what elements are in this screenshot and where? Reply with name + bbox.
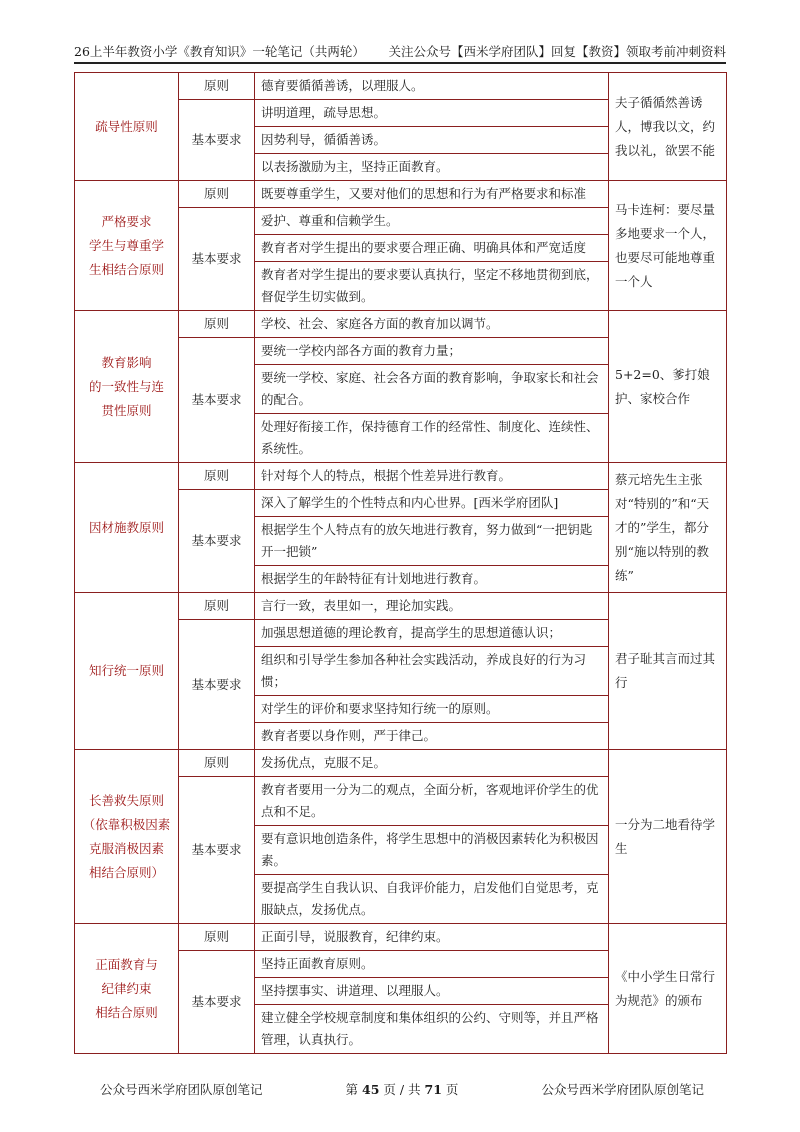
principle-row: [75, 73, 727, 100]
requirement-item: 因势利导，循循善诱。: [255, 127, 609, 154]
basic-requirement-label: 基本要求: [179, 208, 255, 311]
principle-label: 原则: [179, 750, 255, 777]
example-note: 马卡连柯：要尽量多地要求一个人，也要尽可能地尊重一个人: [609, 181, 727, 311]
footer-left: 公众号西米学府团队原创笔记: [100, 1082, 263, 1097]
requirement-item: 以表扬激励为主，坚持正面教育。: [255, 154, 609, 181]
requirement-item: 坚持正面教育原则。: [255, 951, 609, 978]
page-header: [74, 38, 726, 60]
principle-content: 学校、社会、家庭各方面的教育加以调节。: [255, 311, 609, 338]
footer-right: 公众号西米学府团队原创笔记: [541, 1082, 704, 1097]
requirement-item: 教育者要以身作则，严于律己。: [255, 723, 609, 750]
requirement-item: 处理好衔接工作，保持德育工作的经常性、制度化、连续性、系统性。: [255, 414, 609, 463]
requirement-item: 要提高学生自我认识、自我评价能力，启发他们自觉思考，克服缺点，发扬优点。: [255, 875, 609, 924]
principle-name-line: 的一致性与连: [88, 378, 164, 394]
principle-name-line: （依靠积极因素: [82, 816, 171, 832]
principle-content: 正面引导，说服教育，纪律约束。: [255, 924, 609, 951]
basic-requirement-label: 基本要求: [179, 100, 255, 181]
basic-requirement-label: 基本要求: [179, 620, 255, 750]
principle-name-line: 相结合原则: [95, 1004, 158, 1020]
principle-label: 原则: [179, 181, 255, 208]
requirement-item: 要有意识地创造条件，将学生思想中的消极因素转化为积极因素。: [255, 826, 609, 875]
example-note: 君子耻其言而过其行: [609, 593, 727, 750]
principle-name: [75, 463, 179, 593]
moral-education-principles-table: [74, 72, 727, 1054]
principle-content: 德育要循循善诱，以理服人。: [255, 73, 609, 100]
principle-label: 原则: [179, 311, 255, 338]
principle-name-line: 生相结合原则: [88, 261, 164, 277]
requirement-item: 建立健全学校规章制度和集体组织的公约、守则等，并且严格管理，认真执行。: [255, 1005, 609, 1054]
principle-row: [75, 181, 727, 208]
principle-label: 原则: [179, 73, 255, 100]
requirement-item: 对学生的评价和要求坚持知行统一的原则。: [255, 696, 609, 723]
example-note: 一分为二地看待学生: [609, 750, 727, 924]
requirement-item: 组织和引导学生参加各种社会实践活动，养成良好的行为习惯；: [255, 647, 609, 696]
example-note: 《中小学生日常行为规范》的颁布: [609, 924, 727, 1054]
requirement-item: 根据学生个人特点有的放矢地进行教育，努力做到“一把钥匙开一把锁”: [255, 517, 609, 566]
principle-label: 原则: [179, 593, 255, 620]
principle-content: 发扬优点，克服不足。: [255, 750, 609, 777]
requirement-item: 教育者要用一分为二的观点，全面分析，客观地评价学生的优点和不足。: [255, 777, 609, 826]
requirement-item: 深入了解学生的个性特点和内心世界。[西米学府团队]: [255, 490, 609, 517]
requirement-item: 教育者对学生提出的要求要合理正确、明确具体和严宽适度: [255, 235, 609, 262]
principle-name-line: 纪律约束: [101, 980, 152, 996]
basic-requirement-label: 基本要求: [179, 338, 255, 463]
principle-name: [75, 924, 179, 1054]
principle-name-line: 知行统一原则: [88, 663, 164, 678]
header-left-title: 26上半年教资小学《教育知识》一轮笔记（共两轮）: [74, 44, 365, 59]
principle-row: [75, 463, 727, 490]
principle-name-line: 长善救失原则: [88, 792, 164, 808]
page-footer: [100, 1080, 704, 1098]
example-note: 夫子循循然善诱人，博我以文，约我以礼，欲罢不能: [609, 73, 727, 181]
principle-label: 原则: [179, 924, 255, 951]
requirement-item: 加强思想道德的理论教育，提高学生的思想道德认识；: [255, 620, 609, 647]
requirement-item: 爱护、尊重和信赖学生。: [255, 208, 609, 235]
header-right-notice: 关注公众号【西米学府团队】回复【教资】领取考前冲刺资料: [388, 44, 726, 59]
example-note: 5+2=0、爹打娘护、家校合作: [609, 311, 727, 463]
requirement-item: 根据学生的年龄特征有计划地进行教育。: [255, 566, 609, 593]
principle-name: [75, 73, 179, 181]
principle-row: [75, 593, 727, 620]
requirement-item: 讲明道理，疏导思想。: [255, 100, 609, 127]
principle-label: 原则: [179, 463, 255, 490]
principle-name-line: 正面教育与: [95, 956, 158, 972]
principle-name-line: 教育影响: [101, 354, 152, 370]
principle-name-line: 相结合原则）: [88, 864, 164, 880]
principle-content: 既要尊重学生，又要对他们的思想和行为有严格要求和标准: [255, 181, 609, 208]
principle-name: [75, 593, 179, 750]
principle-name: [75, 311, 179, 463]
requirement-item: 教育者对学生提出的要求要认真执行，坚定不移地贯彻到底，督促学生切实做到。: [255, 262, 609, 311]
principle-row: [75, 924, 727, 951]
requirement-item: 要统一学校内部各方面的教育力量；: [255, 338, 609, 365]
basic-requirement-label: 基本要求: [179, 490, 255, 593]
principle-name-line: 克服消极因素: [88, 840, 164, 856]
requirement-item: 坚持摆事实、讲道理、以理服人。: [255, 978, 609, 1005]
page-number: 第 45 页 / 共 71 页: [345, 1082, 459, 1097]
principle-row: [75, 750, 727, 777]
current-page: 45: [362, 1082, 380, 1097]
principle-content: 言行一致，表里如一，理论加实践。: [255, 593, 609, 620]
basic-requirement-label: 基本要求: [179, 777, 255, 924]
principle-name-line: 因材施教原则: [88, 519, 164, 535]
basic-requirement-label: 基本要求: [179, 951, 255, 1054]
requirement-item: 要统一学校、家庭、社会各方面的教育影响，争取家长和社会的配合。: [255, 365, 609, 414]
total-pages: 71: [424, 1082, 442, 1097]
principle-name: [75, 181, 179, 311]
principle-name-line: 疏导性原则: [95, 118, 158, 134]
example-note: 蔡元培先生主张对“特别的”和“天才的”学生，都分别“施以特别的教练”: [609, 463, 727, 593]
principle-name: [75, 750, 179, 924]
principle-name-line: 贯性原则: [101, 402, 152, 418]
principle-row: [75, 311, 727, 338]
principle-content: 针对每个人的特点，根据个性差异进行教育。: [255, 463, 609, 490]
principle-name-line: 严格要求: [101, 213, 152, 229]
principle-name-line: 学生与尊重学: [88, 237, 164, 253]
header-divider: [74, 62, 726, 64]
